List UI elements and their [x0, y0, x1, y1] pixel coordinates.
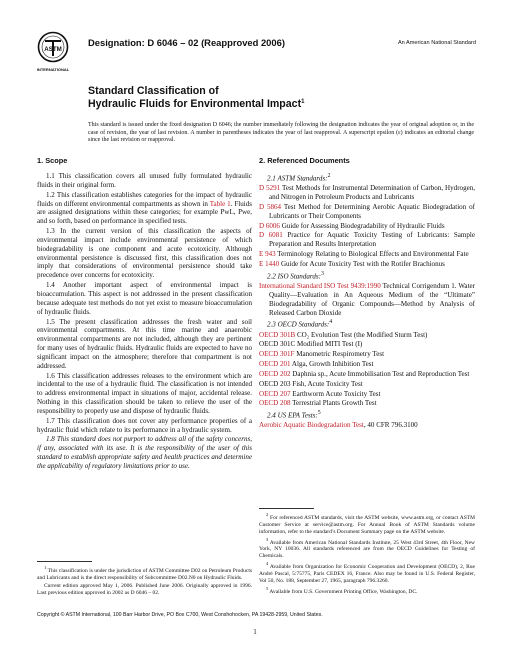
reference-title: Test Methods for Instrumental Determination of Carbon, Hydrogen, and Nitrogen in Petroleum Products and Lubricants	[269, 184, 476, 202]
svg-text:ASTM: ASTM	[44, 46, 62, 53]
reference-code[interactable]: OECD 208	[259, 399, 291, 408]
title-line-2: Hydraulic Fluids for Environmental Impact	[88, 97, 302, 110]
reference-title: Guide for Assessing Biodegradability of Hydraulic Fluids	[281, 221, 445, 230]
reference-item	[259, 260, 475, 269]
reference-item	[259, 399, 475, 408]
reference-code: OECD 203	[259, 379, 291, 388]
para-1-2: 1.2 This classification establishes categories for the impact of hydraulic fluids on different environmental compartments as shown in Table 1. Fluids are assigned designations within these categories; for example PwL, Pwe, and so forth, based on performance in specified tests.	[37, 190, 252, 226]
footnote-rule-right	[259, 508, 314, 509]
epa-reference: Aerobic Aquatic Biodegradation Test, 40 CFR 796.3100	[259, 421, 418, 430]
reference-item	[259, 250, 475, 259]
reference-item	[259, 203, 475, 221]
reference-title: CO₂ Evolution Test (the Modified Sturm Test)	[296, 330, 428, 339]
designation: Designation: D 6046 – 02 (Reapproved 2006)	[88, 37, 285, 48]
reference-item	[259, 380, 475, 389]
reference-title: Terminology Relating to Biological Effects and Environmental Fate	[277, 250, 469, 259]
reference-item	[259, 222, 475, 231]
reference-code[interactable]: D 5864	[259, 202, 282, 211]
reference-code[interactable]: D 6006	[259, 221, 280, 230]
footnote-3: $^3$ Available from American National Standards Institute, 25 West 43rd Street, 4th Floor, New York, NY 10036. All standards referenced are from the OECD Guidelines for Testing of Chemicals.	[259, 536, 476, 560]
reference-code[interactable]: D 6081	[259, 231, 283, 240]
reference-item	[259, 390, 475, 399]
reference-item	[259, 360, 475, 369]
title-line-1: Standard Classification of	[88, 85, 219, 97]
reference-title: Manometric Respirometry Test	[296, 350, 385, 359]
reference-title: Guide for Acute Toxicity Test with the Rotifer Brachionus	[280, 259, 445, 268]
page-number: 1	[253, 628, 257, 636]
reference-code[interactable]: OECD 207	[259, 389, 291, 398]
reference-code[interactable]: OECD 301B	[259, 330, 296, 339]
para-1-3: 1.3 In the current version of this classification the aspects of environmental impact include environmental persistence of which biodegradability is one component and acute ecotoxicity. Although environmental persistence is discussed first, this classification does not imply that considerations of environmental persistence should take precedence over concerns for ecotoxicity.	[37, 227, 252, 280]
reference-code[interactable]: E 1440	[259, 259, 280, 268]
footnote-4: $^4$ Available from Organization for Economic Cooperation and Development (OECD), 2, Rue André Pascal, 5:75775, Paris CEDEX 16, France. Also may be found in U.S. Federal Register, Vol 50, No. 188, September 27, 1965, paragraph 796.3260.	[259, 561, 475, 584]
reference-code: OECD 301C	[259, 340, 296, 349]
astm-logo	[37, 31, 69, 75]
reference-code[interactable]: D 5291	[259, 184, 281, 193]
iso-reference: International Standard ISO Test 9439:1990 Technical Corrigendum 1. Water Quality—Evaluation in An Aqueous Medium of the “Ultimate” Biodegradability of Organic Compounds—Method by Analysis of Released Carbon Dioxide	[259, 281, 475, 317]
reference-item	[259, 331, 475, 340]
reference-item	[259, 184, 475, 202]
reference-title: Daphnia sp., Acute Immobilisation Test and Reproduction Test	[292, 369, 470, 378]
footnotes-left	[37, 565, 252, 597]
reference-item	[259, 370, 475, 379]
publisher-note: An American National Standard	[397, 40, 476, 46]
reference-item	[259, 350, 475, 359]
reference-item	[259, 231, 475, 249]
issuance-note: This standard is issued under the fixed designation D 6046; the number immediately following the designation indicates the year of original adoption or, in the case of revision, the year of last revision. A number in parentheses indicates the year of last reapproval. A superscript epsilon (ε) indicates an editorial change since the last revision or reapproval.	[88, 122, 474, 144]
footnote-5: $^5$ Available from U.S. Government Printing Office, Washington, DC.	[266, 585, 418, 595]
iso-standards-label: 2.2 ISO Standards:$^3$	[267, 270, 324, 281]
logo-wordmark: INTERNATIONAL	[37, 67, 69, 72]
reference-title: Terrestrial Plants Growth Test	[292, 399, 377, 408]
astm-standards-label: 2.1 ASTM Standards:$^2$	[267, 173, 331, 183]
para-1-7: 1.7 This classification does not cover any performance properties of a hydraulic fluid which relate to its performance in a hydraulic system.	[37, 416, 252, 434]
reference-title: Practice for Aquatic Toxicity Testing of Lubricants: Sample Preparation and Results Interpretation	[269, 231, 475, 249]
table-1-link[interactable]: Table 1	[209, 199, 231, 208]
footnote-rule-left	[37, 561, 92, 562]
footnote-1: $^1$ This classification is under the jurisdiction of ASTM Committee D02 on Petroleum Products and Lubricants and is the direct responsibility of Subcommittee D02.N0 on Hydraulic Fluids.	[37, 565, 253, 581]
para-1-1: 1.1 This classification covers all unused fully formulated hydraulic fluids in their original form.	[37, 172, 252, 189]
reference-code[interactable]: E 943	[259, 250, 276, 259]
reference-title: Fish, Acute Toxicity Test	[292, 379, 363, 388]
reference-title: Alga, Growth Inhibition Test	[291, 360, 374, 369]
para-1-5: 1.5 The present classification addresses the fresh water and soil environmental compartments. At this time marine and anaerobic environmental compartments are not included, although they are pertinent for many uses of hydraulic fluids. Hydraulic fluids are expected to have no significant impact on the atmosphere; therefore that compartment is not addressed.	[37, 317, 252, 370]
scope-heading: 1. Scope	[37, 156, 68, 165]
reference-title: Modified MITI Test (I)	[296, 340, 363, 349]
reference-code[interactable]: OECD 301F	[259, 350, 295, 359]
right-column	[259, 156, 475, 431]
reference-title: Earthworm Acute Toxicity Test	[292, 389, 381, 398]
reference-code[interactable]: OECD 201	[259, 360, 291, 369]
document-title	[88, 85, 304, 110]
iso-standard-link[interactable]: International Standard ISO Test 9439:1990	[259, 281, 381, 290]
para-1-4: 1.4 Another important aspect of environmental impact is bioaccumulation. This aspect is not addressed in the present classification because adequate test methods do not yet exist to measure bioaccumulation of hydraulic fluids.	[37, 281, 252, 316]
reference-code[interactable]: OECD 202	[259, 369, 291, 378]
footnote-2: $^2$ For referenced ASTM standards, visit the ASTM website, www.astm.org, or contact ASTM Customer Service at service@astm.org. For Annual Book of ASTM Standards volume information, refer to the standard’s Document Summary page on the ASTM website.	[259, 512, 476, 535]
reference-item	[259, 340, 475, 349]
title-footnote-mark[interactable]: 1	[301, 98, 305, 105]
oecd-standards-label: 2.3 OECD Standards:$^4$	[267, 319, 333, 329]
referenced-documents-heading: 2. Referenced Documents	[259, 156, 350, 165]
para-1-8: 1.8 This standard does not purport to address all of the safety concerns, if any, associated with its use. It is the responsibility of the user of this standard to establish appropriate safety and health practices and determine the applicability of regulatory limitations prior to use.	[37, 435, 252, 470]
epa-tests-label: 2.4 US EPA Tests:$^5$	[267, 410, 321, 420]
footnote-1-edition: Current edition approved May 1, 2006. Published June 2006. Originally approved in 1996. Last previous edition approved in 2002 as D 6046 – 02.	[37, 582, 252, 596]
oecd-reference-list	[259, 331, 475, 409]
reference-title: Test Method for Determining Aerobic Aquatic Biodegradation of Lubricants or Their Components	[269, 202, 475, 220]
para-1-6: 1.6 This classification addresses releases to the environment which are incidental to the use of a hydraulic fluid. The classification is not intended to address environmental impact in situations of major, accidental release. Nothing in this classification should be taken to relieve the user of the responsibility to properly use and dispose of hydraulic fluids.	[37, 371, 252, 415]
epa-test-link[interactable]: Aerobic Aquatic Biodegradation Test	[259, 421, 364, 430]
footnotes-right	[259, 512, 475, 596]
copyright-footer: Copyright © ASTM International, 100 Barr Harbor Drive, PO Box C700, West Conshohocken, PA 19428-2959, United States.	[37, 612, 323, 618]
astm-reference-list	[259, 184, 475, 269]
left-column	[37, 156, 252, 472]
